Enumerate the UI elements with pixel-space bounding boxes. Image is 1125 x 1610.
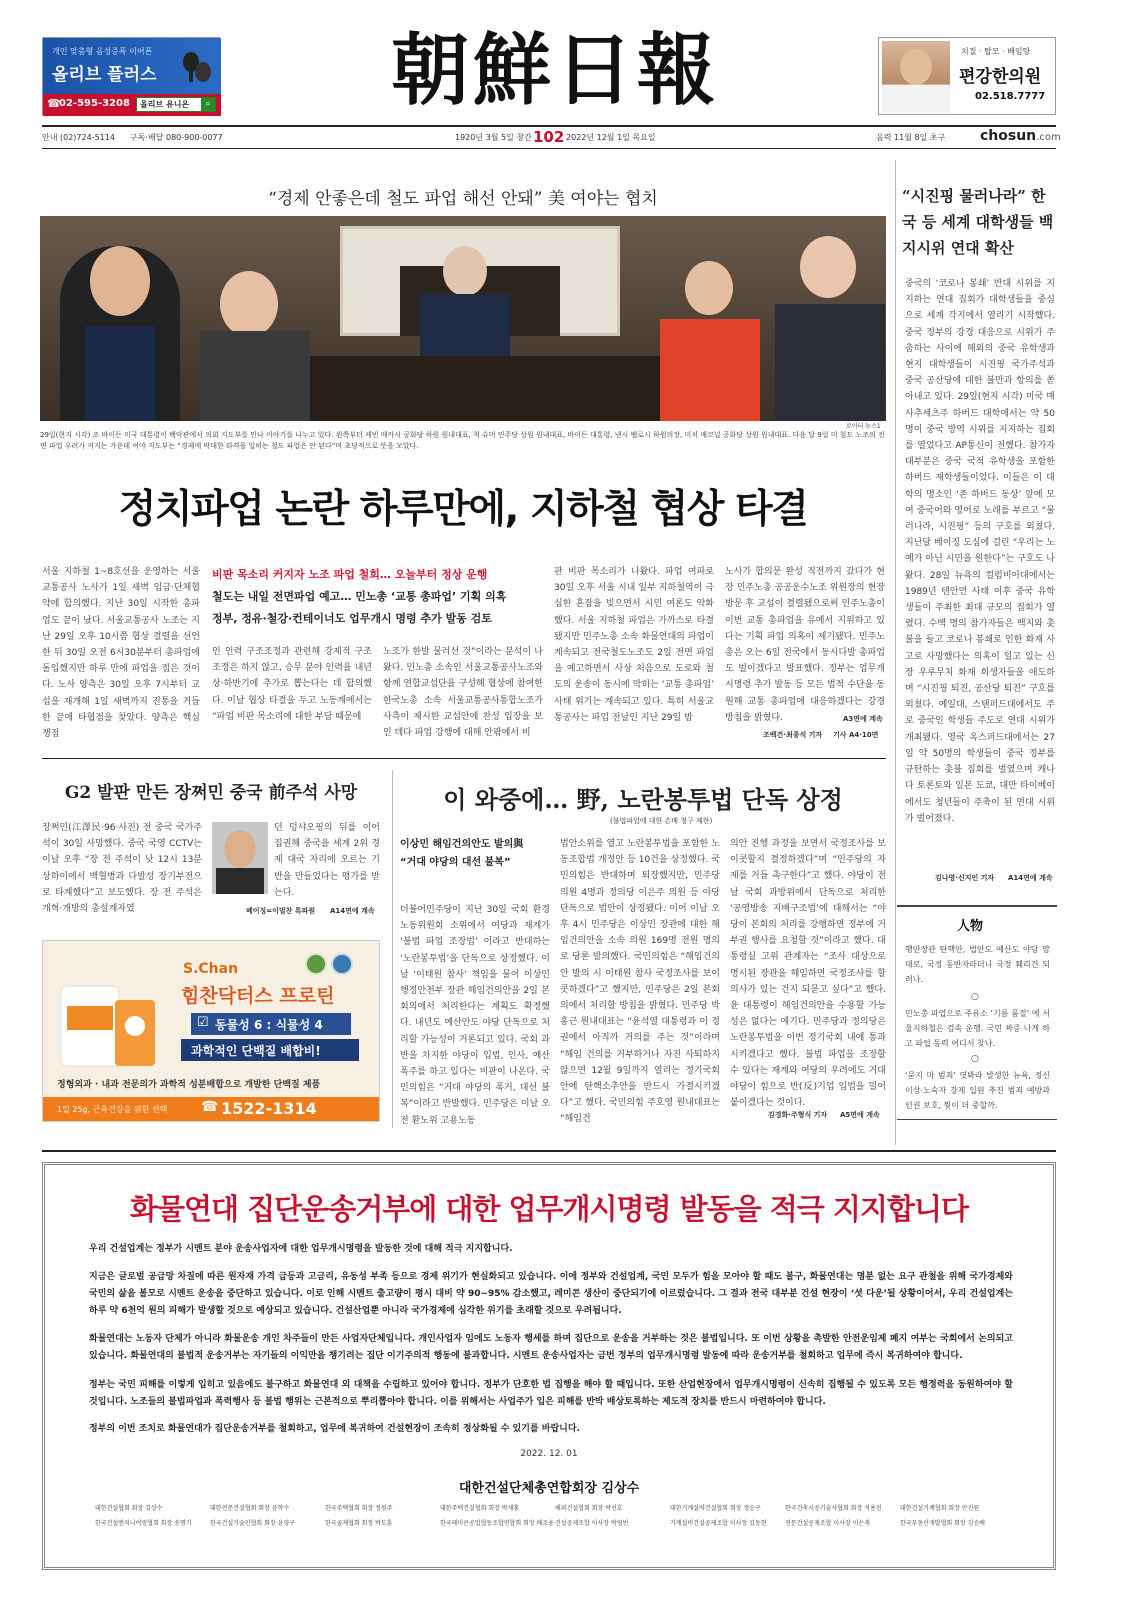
member-name: 대한전문건설협회 회장 윤학수: [210, 1505, 290, 1512]
index-item-1[interactable]: 행안장관 탄핵안, 법안도 예산도 야당 맘대로, 국정 동반자라더니 국정 훼리건 되려나.: [905, 945, 1050, 984]
law-subtitle: (불법파업에 대한 손배 청구 제한): [610, 817, 713, 825]
masthead-issue: 102: [533, 128, 565, 146]
member-name: 한국레미콘공업협동조합연합회 회장 배조웅: [440, 1520, 554, 1527]
jiang-body-col1: 장쩌민(江澤民·96·사진) 전 중국 국가주석이 30일 사망했다. 중국 국영 CCTV는 이날 오후 “장 전 주석이 낮 12시 13분 상하이에서 백혈병과 다발성 장기부전으로 타계했다”고 보도했다. 장 전 주석은 개혁·개방의 총설계자였: [42, 823, 202, 915]
member-name: 대한건설협회 회장 김상수: [95, 1505, 163, 1512]
protein-ad-product-image: [53, 966, 163, 1076]
protein-ad-serving: 1일 25g, 근육건강을 위한 선택: [57, 1105, 168, 1114]
phone-icon: ☎: [201, 1099, 219, 1115]
law-headline: 이 와중에… 野, 노란봉투법 단독 상정: [443, 785, 843, 814]
member-name: 전문건설공제조합 이사장 이은재: [785, 1520, 870, 1527]
lead-byline-ref[interactable]: 기사 A4·10면: [833, 731, 879, 739]
photo-person-3: [415, 246, 515, 356]
bottom-ad-rule: [42, 1150, 1056, 1152]
bottom-ad[interactable]: [42, 1162, 1056, 1570]
jiang-body-col2: 던 덩샤오핑의 뒤를 이어 집권해 중국을 세계 2위 경제 대국 자리에 오르는 기반을 만들었다는 평가를 받는다.: [274, 823, 380, 898]
index-logo: 人物: [957, 919, 984, 934]
law-body-col2: 법안소위를 열고 노란봉투법을 포함한 노동조합법 개정안 등 10건을 상정했다. 국민의힘은 반대하며 퇴장했지만, 민주당 의원 4명과 정의당 이은주 의원 등 야당 단독으로 법안이 상정됐다. 이어 이날 오후 4시 민주당은 이상민 장관에 대한 해임건의안을 소속 의원 169명 전원 명의로 당론 발의했다. 국민의힘은 “해임건의안 발의 시 이태원 참사 국정조사를 보이콧하겠다”고 했지만, 민주당은 2일 본회의에서 처리할 방침을 밝혔다. 민주당 박홍근 원내대표는 “윤석열 대통령과 이 정권에서 아직까 거의를 주는 것”이라며 “해임 건의를 거부하거나 자진 사퇴하지 않으면 12월 9일까지 열리는 정기국회 안에 탄핵소추안을 반드시 가결시키겠다”고 했다. 국민의힘 주호영 원내대표는 “해임건: [560, 839, 720, 1125]
lead-subhead-3: 정부, 정유·철강·컨테이너도 업무개시 명령 추가 발동 검토: [212, 612, 492, 625]
leaf-icon: [331, 953, 353, 975]
member-name: 한국골재협회 회장 박도훈: [325, 1520, 393, 1527]
member-name: 한국건축시공기술사협회 회장 석용진: [785, 1505, 882, 1512]
protein-ad-phone[interactable]: 1522-1314: [221, 1099, 317, 1118]
leaf-icon: [305, 953, 327, 975]
bottom-ad-para-5: 정부의 이번 조치로 화물연대가 집단운송거부를 철회하고, 업무에 복귀하여 건설현장이 조속히 정상화될 수 있기를 바랍니다.: [89, 1424, 580, 1434]
masthead-rule-bottom: [42, 148, 1056, 149]
protein-ad-brand: S.Chan: [183, 961, 239, 977]
bottom-ad-date: 2022. 12. 01: [520, 1449, 578, 1459]
ad-clinic-name: 편강한의원: [959, 67, 1042, 87]
ad-clinic-services: 치질 · 탈모 · 배임탕: [961, 47, 1031, 56]
phone-icon: ☎: [47, 97, 61, 110]
protein-ad-desc: 정형외과 · 내과 전문의가 과학적 성분배합으로 개발한 단백질 제품: [57, 1080, 321, 1090]
lead-body-col3: 노조가 한발 물러선 것”이라는 분석이 나왔다. 민노총 소속인 서울교통공사노조와 함께 연합교섭단을 구성해 협상에 참여한 한국노총 소속 서울교통공사통합노조가 사측이 제시한 교섭안에 찬성 입장을 보인 데다 파업 강행에 대해 안팎에서 비: [383, 647, 543, 739]
ad-earphone-search-box[interactable]: [136, 97, 216, 112]
ad-earphone-tagline: 개인 맞춤형 음성증폭 이어폰: [52, 47, 153, 56]
jiang-byline: 베이징=이벌찬 특파원: [246, 907, 316, 915]
bottom-ad-para-1: 우리 건설업계는 정부가 시멘트 분야 운송사업자에 대한 업무개시명령을 발동한 것에 대해 적극 지지합니다.: [89, 1244, 513, 1254]
search-icon: ⌕: [201, 98, 215, 111]
lead-subheads: [212, 564, 542, 630]
law-byline: 김경화·주형식 기자: [768, 1111, 828, 1119]
bottom-ad-para-3: 화물연대는 노동자 단체가 아니라 화물운송 개인 차주들이 만든 사업자단체입니다. 개인사업자 임에도 노동자 행세를 하며 집단으로 운송을 거부하는 것은 불법입니다. 또 이번 상황을 촉발한 안전운임제 폐지 여부는 국회에서 논의되고 있습니다. 화물연대의 불법적 운송거부는 자기들의 이익만을 챙기려는 집단 이기주의적 행동에 불과합니다. 시멘트 운송사업자는 금번 정부의 업무개시명령 발동에 따라 운송거부를 철회하고 업무에 즉시 복귀하여야 합니다.: [89, 1334, 1013, 1361]
jiang-photo: [212, 822, 268, 894]
member-name: 대한기계설비건설협회 회장 정승구: [670, 1505, 761, 1512]
masthead-site-link[interactable]: [980, 128, 1061, 144]
masthead-site-main: chosun: [980, 128, 1037, 144]
masthead-phone: 안내 (02)724-5114: [42, 133, 115, 142]
masthead-rule-top: [42, 125, 1056, 127]
lead-headline: 정치파업 논란 하루만에, 지하철 협상 타결: [118, 487, 808, 532]
protein-ad-claim-box: [181, 1039, 359, 1061]
side-body: 중국의 ‘코로나 봉쇄’ 반대 시위를 지지하는 연대 집회가 대학생들을 중심으로 세계 각지에서 열리기 시작했다. 중국 정부의 강경 대응으로 시위가 주춤하는 사이에 해외의 중국 유학생과 현지 대학생들이 시진핑 국가주석과 중국 공산당에 대한 불만과 항의를 쏟아내고 있다. 29일(현지 시각) 미국 매사추세츠주 하버드 대학에서는 약 50명이 중국 방역 시위를 지지하는 집회를 열었다고 AP통신이 전했다. 참가자 대부분은 중국 국적 유학생을 포함한 하버드 재학생들이었다. 이들은 이 대학의 명소인 ‘존 하버드 동상’ 앞에 모여 중국어와 영어로 노래를 부르고 “물러나라, 시진핑” 등의 구호를 외쳤다. 지난달 베이징 도심에 걸린 “우리는 노예가 아닌 시민을 원한다”는 구호도 나왔다. 28일 뉴욕의 컬럼비아대에서는 1989년 텐안먼 사태 이후 중국 유학생들이 주최한 최대 규모의 집회가 열렸다. 수백 명의 참가자들은 백지와 촛불을 들고 코로나 봉쇄로 인한 화재 사고로 사망했다는 의혹이 일고 있는 신장 우루무치 화재 희생자들을 애도하며 “시진핑 퇴진, 공산당 퇴진” 구호를 외쳤다. 예일대, 스탠퍼드대에서도 주로 중국인 학생들 주도로 연대 시위가 개최됐다. 영국 옥스퍼드대에서는 27일 약 50명의 학생들이 중국 정부를 규탄하는 촛불 집회를 벌였으며 캐나다 토론토와 일본 도쿄, 대만 타이베이에서도 청년들이 주축이 된 연대 시위가 벌어졌다.: [905, 279, 1055, 824]
sidebar-divider: [895, 160, 896, 1145]
protein-ad-ratio: 동물성 6 : 식물성 4: [215, 1018, 323, 1032]
jiang-headline: G2 발판 만든 장쩌민 중국 前주석 사망: [64, 783, 358, 803]
protein-ad-product: 힘찬닥터스 프로틴: [181, 985, 335, 1007]
photo-person-5: [770, 236, 885, 421]
masthead-title: 朝鮮日報: [390, 25, 719, 116]
side-byline: 김나영·신지인 기자: [935, 874, 995, 882]
lead-body-col2: 인 인력 구조조정과 관련해 강제적 구조조정은 하지 않고, 승무 분야 인력을 내년 상·하반기에 추가로 뽑는다는 데 합의했다. 이날 협상 타결을 두고 노동계에서는 “파업 비판 목소리에 대한 부담 때문에: [212, 647, 372, 722]
masthead-founded: 1920년 3월 5일 창간: [455, 133, 532, 142]
lead-byline: 조백건·최종석 기자: [763, 731, 823, 739]
lead-body-col1: 서울 지하철 1~8호선을 운영하는 서울교통공사 노사가 1일 새벽 임금·단체협약에 합의했다. 지난 30일 시작한 총파업도 끝이 났다. 서울교통공사 노조는 지난 29일 오후 10시쯤 협상 결렬을 선언한 뒤 30일 오전 6시30분부터 총파업에 돌입했지만 하루 만에 파업을 접은 것이다. 노사 양측은 30일 오후 7시부터 교섭을 재개해 1일 새벽까지 진통을 거듭한 끝에 타협점을 찾았다. 양측은 핵심 쟁점: [42, 567, 200, 740]
lead-continued[interactable]: A3면에 계속: [843, 715, 883, 723]
bottom-ad-para-2: 지금은 글로벌 공급망 차질에 따른 원자재 가격 급등과 고금리, 유동성 부족 등으로 경제 위기가 현실화되고 있습니다. 이에 정부와 건설업계, 국민 모두가 힘을 모아야 할 때도 불구, 화물연대는 명분 없는 요구 관철을 위해 국가경제와 국민의 삶을 볼모로 시멘트 운송을 중단하고 있습니다. 이로 인해 시멘트 출고량이 평시 대비 약 90~95% 감소했고, 레미콘 생산이 중단되기에 이르렀습니다. 그 결과 전국 대부분 건설 현장이 ‘셧 다운’될 상황이어서, 우리 건설업계는 하루 약 6천억 원의 피해가 발생할 것으로 예상되고 있습니다. 건설산업뿐 아니라 국가경제에 심각한 위기를 초래할 것으로 우려됩니다.: [89, 1272, 1013, 1316]
law-continued[interactable]: A5면에 계속: [840, 1111, 880, 1119]
member-name: 한국건설엔지니어링협회 회장 송명기: [95, 1520, 192, 1527]
masthead-ad-clinic[interactable]: [878, 37, 1056, 115]
masthead-subscribe: 구독·배달 080-900-0077: [130, 133, 223, 142]
lead-kicker: “경제 안좋은데 철도 파업 해선 안돼” 美 여야는 협치: [268, 189, 658, 209]
lead-body-col4: 판 비판 목소리가 나왔다. 파업 여파로 30일 오후 서울 시내 일부 지하철역이 극심한 혼잡을 빚으면서 시민 여론도 악화했다. 서울 지하철 파업은 가까스로 타결됐지만 민주노총 소속 화물연대의 파업이 계속되고 전국철도노조도 2일 전면 파업을 예고하면서 사상 처음으로 도로와 철도의 운송이 동시에 막히는 ‘교통 총파업’ 사태 위기는 계속되고 있다. 특히 서울교통공사는 파업 전날인 지난 29일 밤: [554, 567, 714, 723]
member-name: 기계설비건설공제조합 이사장 김동현: [670, 1520, 767, 1527]
index-item-2[interactable]: 민노총 파업으로 주유소 ‘기름 품절’ 에 서울지하철은 검속 운행. 국민 짜증 나게 하고 파업 동력 어디서 찾나.: [905, 1009, 1050, 1048]
index-divider-2: ○: [971, 1054, 979, 1064]
masthead-site-suffix: .com: [1036, 132, 1061, 143]
protein-ad-ratio-box: [191, 1013, 351, 1035]
member-name: 한국부동산개발협회 회장 김승배: [900, 1520, 985, 1527]
index-item-3[interactable]: ‘묻지 마 범죄’ 엿봐라 발생한 뉴욕, 정신이상·노숙자 강제 입원 추진 범죄 예방과 인권 보호, 뭣이 더 중할까.: [905, 1071, 1050, 1110]
jiang-continued[interactable]: A14면에 계속: [330, 907, 375, 915]
ad-earphone-phone: 02-595-3208: [59, 98, 130, 109]
photo-person-4: [660, 261, 760, 421]
index-divider-1: ○: [971, 992, 979, 1002]
bottom-ad-signer: 대한건설단체총연합회장 김상수: [458, 1481, 640, 1496]
photo-person-2: [190, 271, 310, 421]
bottom-ad-para-4: 정부는 국민 피해를 이렇게 입히고 있음에도 불구하고 화물연대 외 대책을 수립하고 있어야 합니다. 정부가 단호한 법 집행을 해야 할 때입니다. 또한 산업현장에서 업무개시명령이 신속히 집행될 수 있도록 모든 행정력을 동원하여야 할 것입니다. 노조들의 불법파업과 폭력행사 등 불법 행위는 근본적으로 뿌리뽑아야 합니다. 이를 위해서는 사업주가 입은 피해를 반박 배상토록하는 제도적 장치를 반드시 마련하여야 합니다.: [89, 1380, 1013, 1407]
law-body-col3: 의안 진행 과정을 보면서 국정조사를 보이콧할지 결정하겠다”며 “민주당의 자제를 거듭 촉구한다”고 했다. 야당이 전날 국회 과방위에서 단독으로 처리한 ‘공영방송 지배구조법’에 대해서는 “야당이 본회의 처리를 강행하면 정부에 거부권 행사를 요청할 것”이라고 했다. 대통령실 고위 관계자는 “조사 대상으로 명시된 장관을 해임하면 국정조사를 할 의사가 있는 건지 되묻고 싶다”고 했다. 윤 대통령이 해임건의안을 수용할 가능성은 없다는 얘기다. 민주당과 정의당은 노란봉투법을 이번 정기국회 내에 통과시키겠다고 했다. 불법 파업을 조장할 수 있다는 재계와 여당의 우려에도 거대 야당이 힘으로 반(反)기업 입법을 밀어붙이겠다는 것이다.: [730, 839, 886, 1109]
earphone-icon: [181, 48, 213, 86]
member-name: 대한건설기계협회 회장 안진원: [900, 1505, 980, 1512]
ad-earphone-search-text: 올리브 유니온: [140, 100, 190, 109]
masthead-lunar: 음력 11월 8일 초구: [876, 133, 946, 142]
member-name: 건설공제조합 이사장 박영빈: [555, 1520, 629, 1527]
law-body-col1: 더불어민주당이 지난 30일 국회 환경노동위원회 소위에서 여당과 재계가 ‘불법 파업 조장법’ 이라고 반대하는 ‘노란봉투법’을 단독으로 상정했다. 이날 ‘이태원 참사’ 책임을 물어 이상민 행정안전부 장관 해임건의안을 2일 본회의에서 처리한다는 계획도 확정했다. 내년도 예산안도 야당 단독으로 처리할 가능성이 거론되고 있다. 국회 과반을 차지한 야당이 입법, 인사, 예산 폭주를 하고 있다는 비판이 나온다. 국민의힘은 “거대 야당의 폭거, 대선 불복”이라고 반발했다. 민주당은 이날 오전 환노위 고용노동: [400, 905, 550, 1126]
photo-person-1: [60, 246, 180, 421]
masthead-ad-earphone[interactable]: [42, 37, 220, 115]
bottom-ad-headline: 화물연대 집단운송거부에 대한 업무개시명령 발동을 적극 지지합니다: [130, 1192, 968, 1226]
lead-body-col5: 노사가 합의문 완성 직전까지 갔다가 현장 민주노총 공공운수노조 위원장의 현장 방문 후 교섭이 결렬됐으로써 민주노총이 이번 교통 총파업을 유예서 지위하고 있다는 기획 파업 의혹이 제기됐다. 민주노총은 오는 6일 전국에서 동시다발 총파업도 벌이겠다고 발표했다. 정부는 업무개시명령 추가 발동 등 모든 법적 수단을 동원해 교통 총파업에 대응하겠다는 강경 방침을 밝혔다.: [725, 567, 885, 723]
side-continued[interactable]: A14면에 계속: [1008, 874, 1053, 882]
lead-subhead-1: 비판 목소리 커지자 노조 파업 철회… 오늘부터 정상 운행: [212, 568, 488, 581]
index-box: [897, 905, 1057, 1120]
protein-ad[interactable]: [42, 940, 380, 1122]
lead-subhead-2: 철도는 내일 전면파업 예고… 민노총 ‘교통 총파업’ 기획 의혹: [212, 590, 507, 603]
ad-clinic-phone: 02.518.7777: [975, 91, 1046, 102]
jiang-photo-suit: [216, 868, 264, 894]
masthead-date: 2022년 12월 1일 목요일: [566, 133, 656, 142]
lead-photo-caption: 29일(현지 시각) 조 바이든 미국 대통령이 백악관에서 의회 지도부를 만나 이야기를 나누고 있다. 왼쪽부터 케빈 매카시 공화당 하원 원내대표, 척 슈머 민주당 상원 원내대표, 바이든 대통령, 낸시 펠로시 하원의장, 미치 매코널 공화당 상원 원내대표. 다음 달 9일 미 철도 노조의 전면 파업 우려가 커지는 가운데 여야 지도부는 “경제에 막대한 타격을 입히는 철도 파업은 안 된다”며 초당적으로 뜻을 모았다.: [40, 431, 885, 450]
jiang-photo-face: [224, 830, 256, 868]
law-sidebar-head-text: 이상민 해임건의안도 발의與 “거대 야당의 대선 불복”: [400, 839, 524, 868]
member-name: 대한주택건설협회 회장 박재홍: [440, 1505, 520, 1512]
protein-ad-claim: 과학적인 단백질 배합비!: [191, 1044, 321, 1058]
law-sidebar-head: [400, 836, 540, 888]
lead-photo: [40, 216, 886, 421]
member-name: 한국주택협회 회장 정원주: [325, 1505, 393, 1512]
bottom-ad-members: [95, 1503, 1015, 1527]
ad-clinic-face: [900, 49, 932, 85]
checkmark-icon: ☑: [197, 1015, 209, 1030]
member-name: 한국건설기술인협회 회장 윤영구: [210, 1520, 295, 1527]
ad-earphone-brand: 올리브 플러스: [52, 65, 157, 85]
law-divider: [392, 770, 393, 1128]
side-headline: “시진핑 물러나라” 한국 등 세계 대학생들 백지시위 연대 확산: [902, 187, 1054, 257]
lead-photo-credit: 로이터 뉴스1: [846, 423, 881, 430]
photo-table: [290, 356, 690, 421]
member-name: 해외건설협회 회장 박선호: [555, 1505, 623, 1512]
lead-bottom-rule: [42, 758, 886, 759]
ad-clinic-photo: [882, 41, 950, 113]
